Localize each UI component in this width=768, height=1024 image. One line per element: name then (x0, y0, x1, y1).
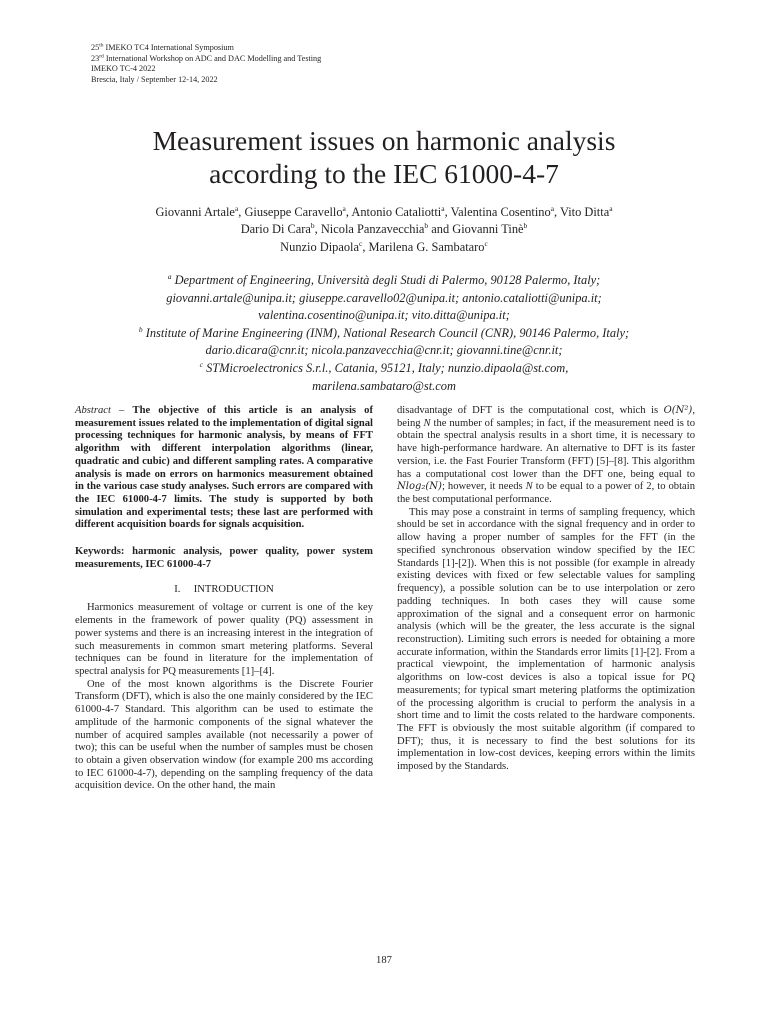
authors-line-2: Dario Di Cara$^b$, Nicola Panzavecchia$^b$ and Giovanni Tinè$^b$ (240, 221, 528, 237)
right-column (397, 405, 695, 774)
affiliation-a-emails-1: giovanni.artale@unipa.it; giuseppe.caravello02@unipa.it; antonio.cataliotti@unipa.it; (166, 290, 602, 305)
title-line-2: according to the IEC 61000-4-7 (209, 158, 559, 189)
author-name: Dario Di Cara (240, 222, 311, 237)
affiliation-c: $^c$ STMicroelectronics S.r.l., Catania, 95121, Italy; nunzio.dipaola@st.com, (199, 359, 569, 375)
right-paragraph-2: This may pose a constraint in terms of sampling frequency, which should be set in accordance with the signal frequency and in order to allow having a proper number of samples for the FFT (in the specified synchronous observation window specified by the IEC Standards [1]-[2]). When this is not possible (for example in already existing devices with fixed or few selectable values for sampling frequency), a possible solution can be to use interpolation or zero padding techniques. In both cases they will cause some approximation of the signal and a consequent error on harmonic analysis (which will be the greater, the less accurate is the signal reconstruction). Limiting such errors is needed for obtaining a more accurate information, within the Standards error limits [1]-[2]. From a practical viewpoint, the implementation of harmonic analysis algorithms on low-cost devices is also a topical issue for PQ measurements; for typical smart metering platforms the optimization of the processing algorithm is crucial to perform the analysis in a short time and to limit the costs related to the hardware components. The FFT is obviously the most suitable algorithm (if compared to DFT); thus, it is necessary to find the best solutions for its implementation in low-cost devices, keeping errors within the limits imposed by the Standards. (397, 506, 695, 773)
header-line-4: Brescia, Italy / September 12-14, 2022 (91, 74, 218, 84)
intro-paragraph-2: One of the most known algorithms is the Discrete Fourier Transform (DFT), which is also the one mainly considered by the IEC 61000-4-7 Standard. This algorithm can be used to estimate the amplitude of the harmonic components of the signal whatever the number of acquired samples available (not necessarily a power of two); this can be useful when the number of samples must be chosen to obtain a given observation window (for example 200 ms according to IEC 61000-4-7), depending on the sampling frequency of the data acquisition device. On the other hand, the main (75, 678, 373, 792)
header-line-1: 25th IMEKO TC4 International Symposium (91, 42, 234, 52)
author-list (0, 204, 768, 256)
abstract-label: Abstract (75, 405, 111, 416)
affiliation-a-emails-2: valentina.cosentino@unipa.it; vito.ditta@unipa.it; (258, 308, 510, 323)
author-name: Nicola Panzavecchia (320, 222, 425, 237)
conference-header (91, 43, 321, 85)
abstract: Abstract – The objective of this article is an analysis of measurement issues related to the implementation of digital signal processing techniques for harmonic analysis, by means of FFT algorithm with different interpolation algorithms (linear, quadratic and cubic) and different sampling rates. A comparative analysis is made on errors on harmonics measurement obtained in the various case study analyses. Such errors are compared with the IEC 61000-4-7 limits. The study is supported by both simulation and experimental tests; these last are performed with different acquisition boards for signals acquisition. (75, 405, 374, 531)
left-column (75, 405, 373, 793)
paper-title (0, 124, 768, 190)
authors-line-1: Giovanni Artale$^a$, Giuseppe Caravello$^a$, Antonio Cataliotti$^a$, Valentina Cosentino$^a$, Vito Ditta$^a$ (155, 203, 613, 219)
page-number: 187 (376, 955, 392, 966)
author-name: Giovanni Tinè (452, 222, 524, 237)
title-line-1: Measurement issues on harmonic analysis (152, 125, 616, 156)
author-name: Giuseppe Caravello (244, 205, 343, 219)
author-name: Marilena G. Sambataro (368, 239, 485, 254)
affiliation-b-emails: dario.dicara@cnr.it; nicola.panzavecchia@cnr.it; giovanni.tine@cnr.it; (205, 343, 563, 358)
author-name: Nunzio Dipaola (280, 239, 359, 254)
authors-line-3: Nunzio Dipaola$^c$, Marilena G. Sambataro$^c$ (280, 238, 488, 254)
keywords: Keywords: harmonic analysis, power quality, power system measurements, IEC 61000-4-7 (75, 546, 373, 570)
section-heading-introduction: I. INTRODUCTION (174, 583, 274, 595)
affiliations (0, 272, 768, 395)
author-name: Valentina Cosentino (450, 205, 551, 219)
math-complexity-fft: Nlog₂(N) (397, 481, 442, 493)
author-name: Giovanni Artale (155, 205, 235, 219)
affiliation-a: $^a$ Department of Engineering, Università degli Studi di Palermo, 90128 Palermo, Italy; (167, 271, 601, 287)
affiliation-c-emails: marilena.sambataro@st.com (312, 378, 456, 393)
abstract-text: The objective of this article is an analysis of measurement issues related to the implementation of digital signal processing techniques for harmonic analysis, by means of FFT algorithm with different interpolation algorithms (linear, quadratic and cubic) and different sampling rates. A comparative analysis is made on errors on harmonics measurement obtained in the various case study analyses. Such errors are compared with the IEC 61000-4-7 limits. The study is supported by both simulation and experimental tests; these last are performed with different acquisition boards for signals acquisition. (75, 405, 374, 531)
author-name: Vito Ditta (560, 205, 610, 219)
header-line-2: 23rd International Workshop on ADC and DAC Modelling and Testing (91, 52, 322, 63)
right-paragraph-1: disadvantage of DFT is the computational cost, which is O(N²), being N the number of samples; in fact, if the measurement need is to obtain the spectral analysis results in a short time, it is necessary to have high-performance hardware. An alternative to DFT is its faster version, i.e. the Fast Fourier Transform (FFT) [5]–[8]. This algorithm has a computational cost lower than the DFT one, being equal to Nlog₂(N); however, it needs N to be equal to a power of 2, to obtain the best computational performance. (397, 405, 695, 506)
author-name: Antonio Cataliotti (351, 205, 442, 219)
affiliation-b: $^b$ Institute of Marine Engineering (INM), National Research Council (CNR), 90146 Palermo, Italy; (138, 324, 630, 340)
header-line-3: IMEKO TC-4 2022 (91, 64, 156, 74)
math-complexity-dft: O(N²) (663, 405, 693, 416)
intro-paragraph-1: Harmonics measurement of voltage or current is one of the key elements in the framework of power quality (PQ) assessment in power systems and there is an increasing interest in the integration of such measurements in common smart metering platforms. Several techniques can be found in literature for the implementation of spectral analysis for PQ measurements [1]–[4]. (75, 602, 373, 677)
